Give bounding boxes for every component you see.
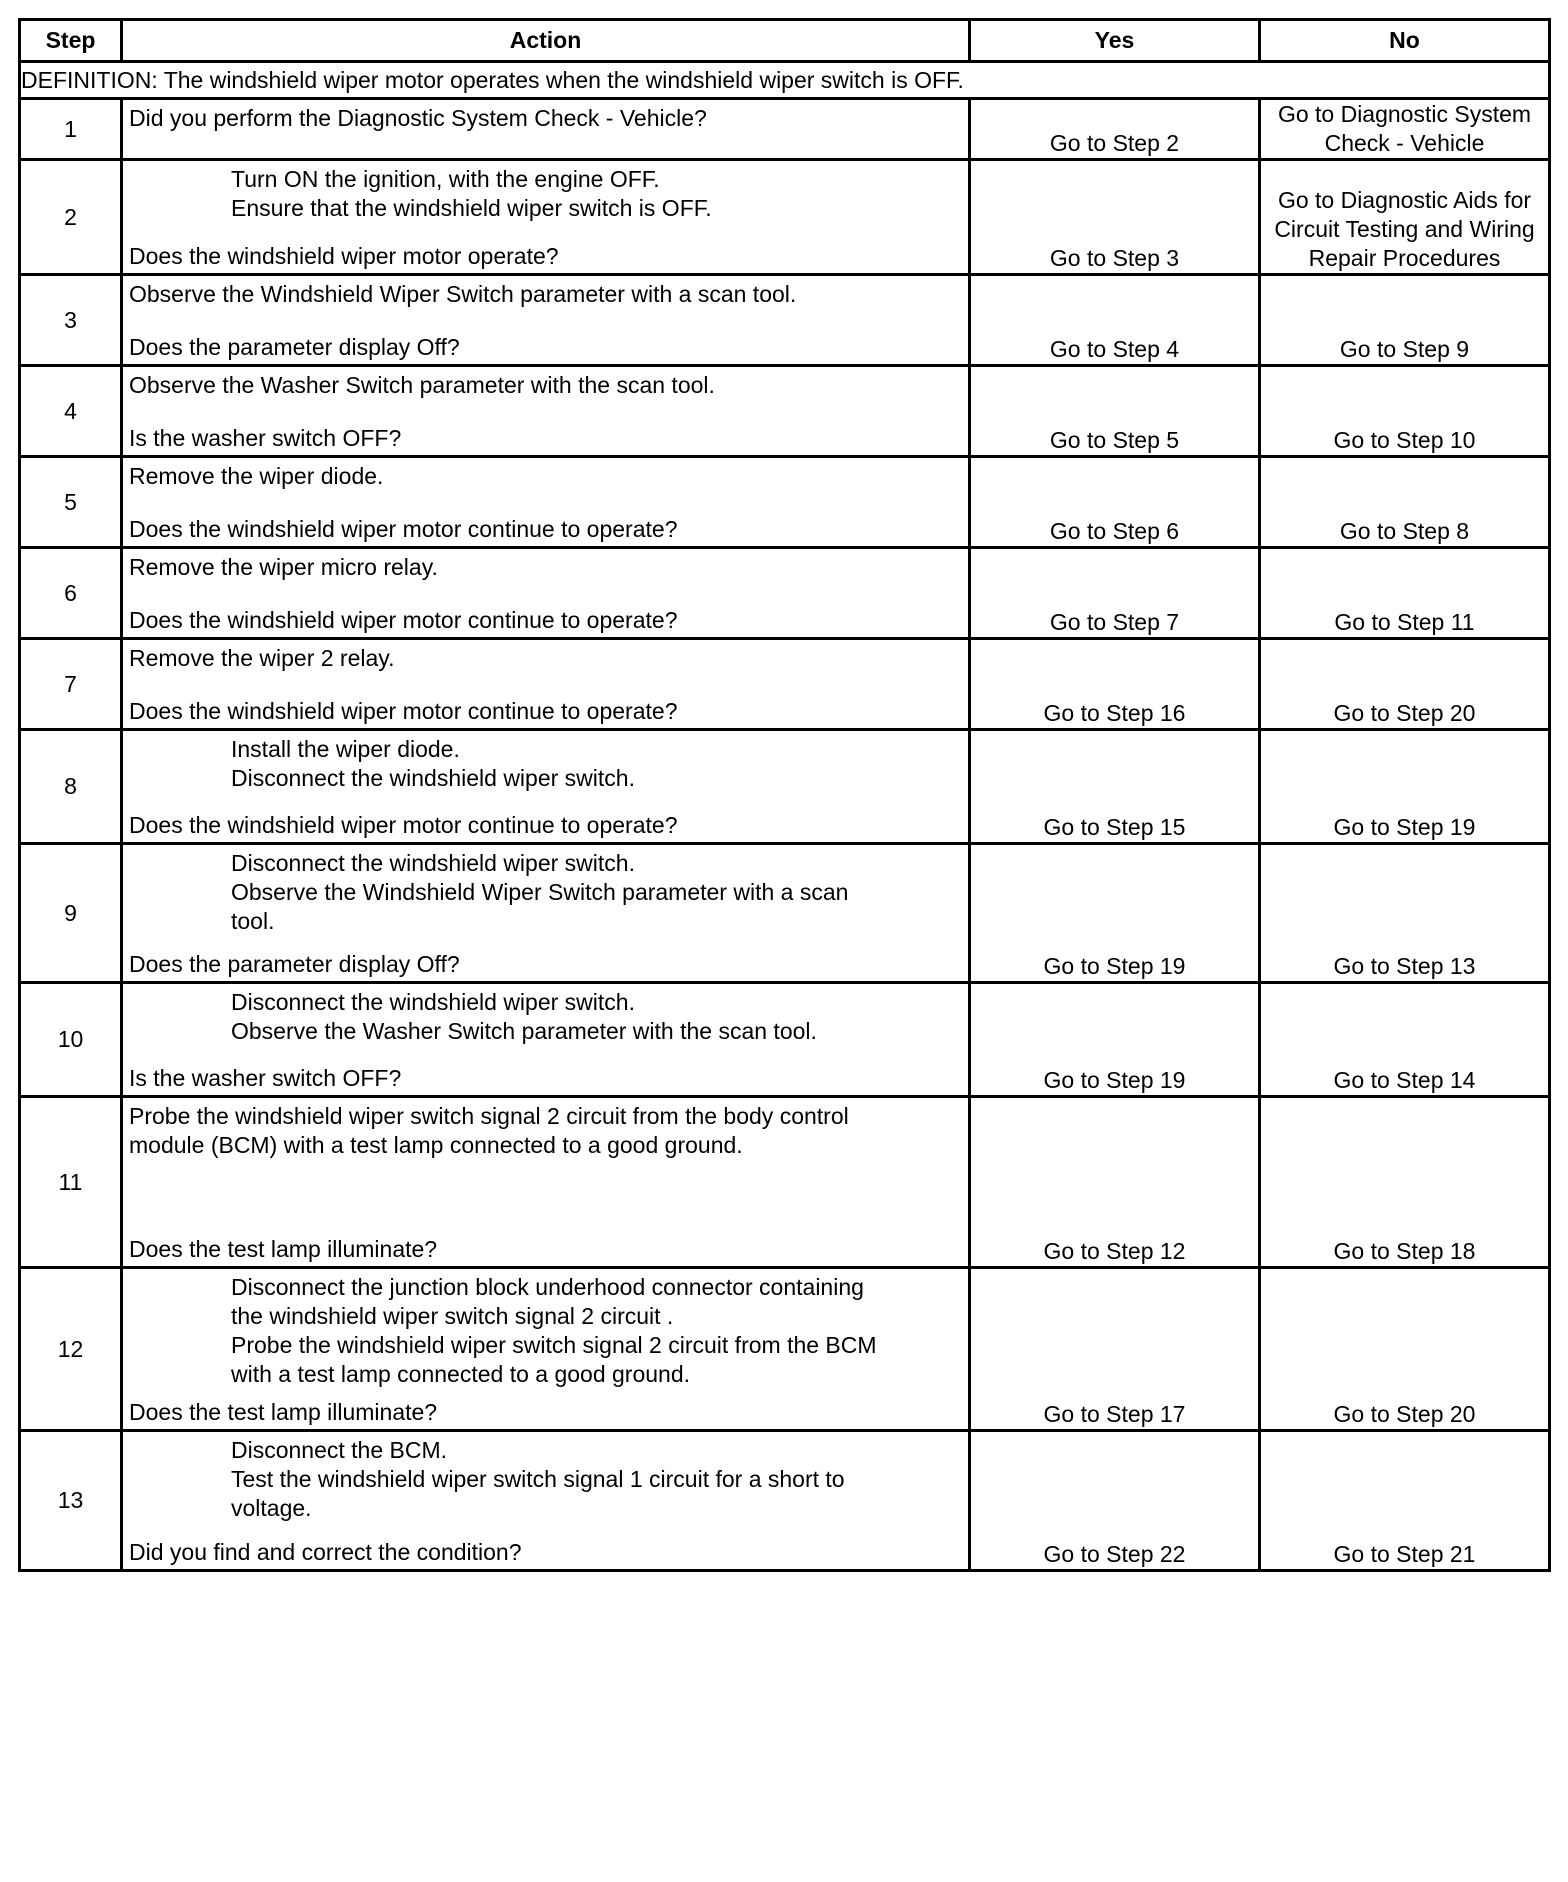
action-question: Does the windshield wiper motor continue to operate? — [129, 607, 678, 633]
action-line: Probe the windshield wiper switch signal 2 circuit from the body control — [129, 1103, 849, 1129]
table-row — [20, 639, 1550, 730]
action-line: tool. — [231, 908, 275, 934]
step-number: 13 — [20, 1431, 122, 1571]
action-line: Observe the Washer Switch parameter with the scan tool. — [129, 372, 715, 398]
yes-result: Go to Step 17 — [970, 1268, 1260, 1431]
action-question: Does the windshield wiper motor continue to operate? — [129, 698, 678, 724]
action-line: Test the windshield wiper switch signal 1 circuit for a short to — [231, 1466, 845, 1492]
no-result: Go to Step 8 — [1260, 457, 1550, 548]
action-line: Disconnect the windshield wiper switch. — [231, 850, 635, 876]
no-result: Go to Step 20 — [1260, 1268, 1550, 1431]
action-question: Is the washer switch OFF? — [129, 1065, 402, 1091]
no-result: Go to Step 19 — [1260, 730, 1550, 844]
action-question: Does the parameter display Off? — [129, 334, 460, 360]
yes-result: Go to Step 7 — [970, 548, 1260, 639]
action-cell — [122, 366, 970, 457]
step-number: 11 — [20, 1097, 122, 1268]
action-cell — [122, 730, 970, 844]
action-line: Disconnect the windshield wiper switch. — [231, 989, 635, 1015]
no-result: Go to Step 9 — [1260, 275, 1550, 366]
definition-row — [20, 62, 1550, 99]
action-line: Disconnect the BCM. — [231, 1437, 448, 1463]
no-result: Go to Step 10 — [1260, 366, 1550, 457]
action-cell — [122, 457, 970, 548]
action-cell — [122, 639, 970, 730]
table-row — [20, 99, 1550, 160]
yes-result: Go to Step 5 — [970, 366, 1260, 457]
no-result: Go to Diagnostic System Check - Vehicle — [1260, 99, 1550, 160]
action-cell — [122, 1097, 970, 1268]
table-row — [20, 730, 1550, 844]
action-line: Disconnect the windshield wiper switch. — [231, 765, 635, 791]
action-line: Observe the Windshield Wiper Switch parameter with a scan tool. — [129, 281, 797, 307]
yes-result: Go to Step 2 — [970, 99, 1260, 160]
action-line: Install the wiper diode. — [231, 736, 460, 762]
no-result: Go to Diagnostic Aids for Circuit Testing and Wiring Repair Procedures — [1260, 160, 1550, 275]
action-cell — [122, 275, 970, 366]
action-line: the windshield wiper switch signal 2 circuit . — [231, 1303, 674, 1329]
header-no: No — [1260, 20, 1550, 62]
no-result: Go to Step 11 — [1260, 548, 1550, 639]
no-result: Go to Step 21 — [1260, 1431, 1550, 1571]
action-question: Does the parameter display Off? — [129, 951, 460, 977]
step-number: 9 — [20, 844, 122, 983]
yes-result: Go to Step 22 — [970, 1431, 1260, 1571]
header-row — [20, 20, 1550, 62]
header-action: Action — [122, 20, 970, 62]
step-number: 8 — [20, 730, 122, 844]
action-question: Does the windshield wiper motor continue to operate? — [129, 516, 678, 542]
table-row — [20, 457, 1550, 548]
table-row — [20, 1431, 1550, 1571]
step-number: 10 — [20, 983, 122, 1097]
action-question: Did you find and correct the condition? — [129, 1539, 522, 1565]
step-number: 2 — [20, 160, 122, 275]
table-row — [20, 160, 1550, 275]
action-line: Disconnect the junction block underhood connector containing — [231, 1274, 864, 1300]
table-row — [20, 1268, 1550, 1431]
action-cell — [122, 983, 970, 1097]
action-line: Remove the wiper 2 relay. — [129, 645, 395, 671]
header-yes: Yes — [970, 20, 1260, 62]
table-row — [20, 1097, 1550, 1268]
step-number: 1 — [20, 99, 122, 160]
action-question: Does the windshield wiper motor operate? — [129, 243, 559, 269]
step-number: 5 — [20, 457, 122, 548]
diagnostic-table — [18, 18, 1551, 1572]
table-row — [20, 983, 1550, 1097]
action-question: Does the windshield wiper motor continue to operate? — [129, 812, 678, 838]
action-cell — [122, 1268, 970, 1431]
action-question: Is the washer switch OFF? — [129, 425, 402, 451]
action-line: Ensure that the windshield wiper switch is OFF. — [231, 195, 712, 221]
yes-result: Go to Step 3 — [970, 160, 1260, 275]
definition-text: DEFINITION: The windshield wiper motor operates when the windshield wiper switch is OFF. — [20, 62, 1550, 99]
action-cell — [122, 844, 970, 983]
step-number: 7 — [20, 639, 122, 730]
table-row — [20, 275, 1550, 366]
yes-result: Go to Step 15 — [970, 730, 1260, 844]
table-row — [20, 366, 1550, 457]
header-step: Step — [20, 20, 122, 62]
action-cell — [122, 548, 970, 639]
action-line: Observe the Windshield Wiper Switch parameter with a scan — [231, 879, 849, 905]
step-number: 4 — [20, 366, 122, 457]
yes-result: Go to Step 19 — [970, 844, 1260, 983]
action-cell — [122, 99, 970, 160]
step-number: 6 — [20, 548, 122, 639]
no-result: Go to Step 13 — [1260, 844, 1550, 983]
step-number: 12 — [20, 1268, 122, 1431]
action-question: Did you perform the Diagnostic System Check - Vehicle? — [129, 105, 707, 131]
action-cell — [122, 1431, 970, 1571]
action-question: Does the test lamp illuminate? — [129, 1399, 438, 1425]
action-line: module (BCM) with a test lamp connected to a good ground. — [129, 1132, 743, 1158]
no-result: Go to Step 14 — [1260, 983, 1550, 1097]
yes-result: Go to Step 12 — [970, 1097, 1260, 1268]
action-line: Remove the wiper diode. — [129, 463, 384, 489]
table-row — [20, 548, 1550, 639]
action-question: Does the test lamp illuminate? — [129, 1236, 438, 1262]
table-row — [20, 844, 1550, 983]
no-result: Go to Step 18 — [1260, 1097, 1550, 1268]
action-line: Observe the Washer Switch parameter with the scan tool. — [231, 1018, 817, 1044]
yes-result: Go to Step 6 — [970, 457, 1260, 548]
action-line: Probe the windshield wiper switch signal 2 circuit from the BCM — [231, 1332, 877, 1358]
yes-result: Go to Step 4 — [970, 275, 1260, 366]
action-cell — [122, 160, 970, 275]
step-number: 3 — [20, 275, 122, 366]
action-line: Remove the wiper micro relay. — [129, 554, 438, 580]
no-result: Go to Step 20 — [1260, 639, 1550, 730]
yes-result: Go to Step 16 — [970, 639, 1260, 730]
yes-result: Go to Step 19 — [970, 983, 1260, 1097]
action-line: Turn ON the ignition, with the engine OFF. — [231, 166, 660, 192]
action-line: with a test lamp connected to a good ground. — [231, 1361, 691, 1387]
action-line: voltage. — [231, 1495, 312, 1521]
